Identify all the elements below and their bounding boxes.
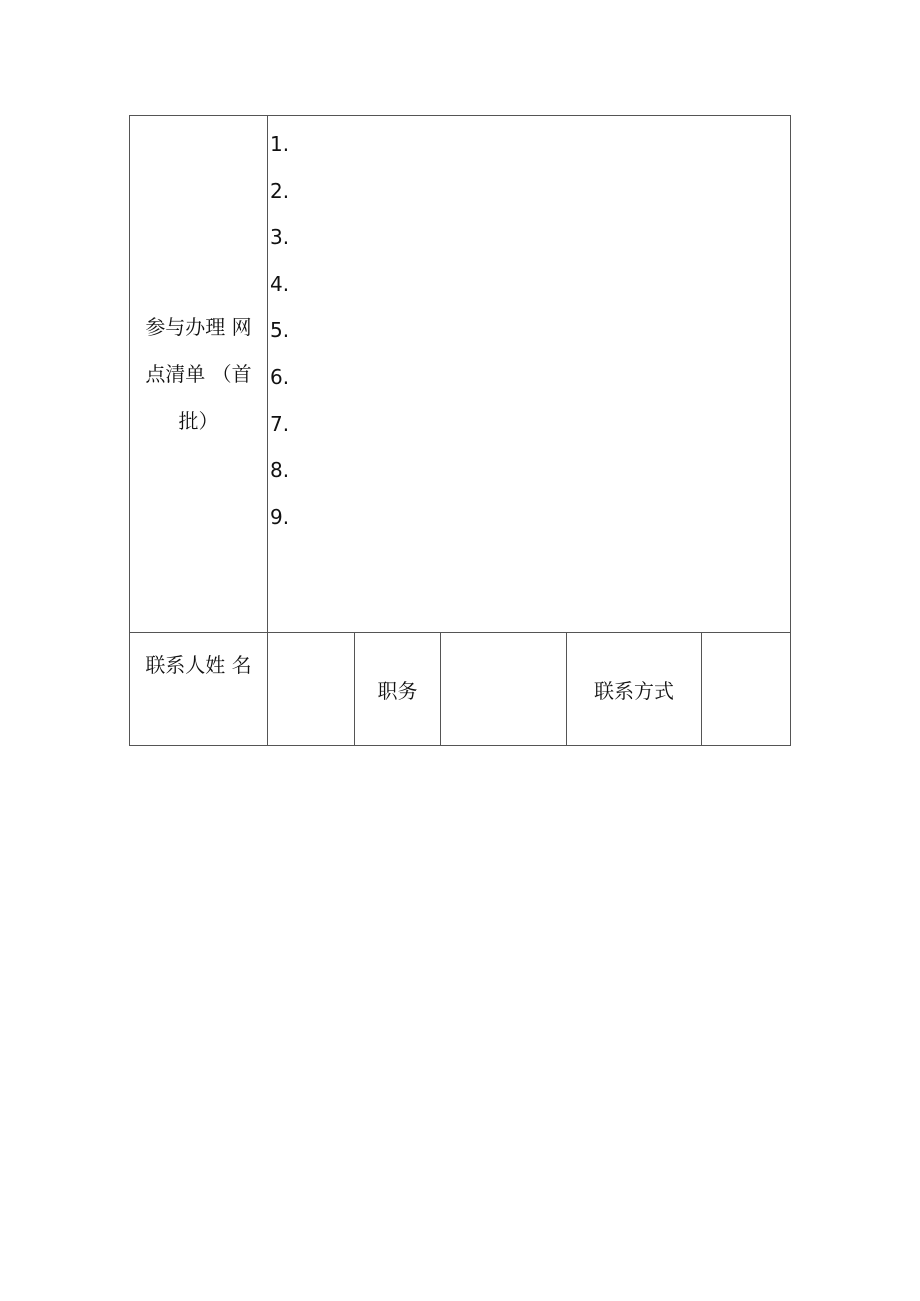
branch-list-item: 7. (270, 411, 290, 436)
branch-list-item: 2. (270, 178, 290, 203)
branch-list-label-line-3: 批） (178, 408, 219, 433)
branch-list-entries[interactable] (268, 116, 791, 633)
branch-list-item: 3. (270, 225, 290, 250)
branch-list-item: 8. (270, 458, 290, 483)
branch-list-item: 9. (270, 504, 290, 529)
contact-method-field[interactable] (702, 633, 791, 746)
branch-list-label-line-2: 点清单 （首 (145, 361, 252, 386)
position-field[interactable] (441, 633, 567, 746)
position-label: 职务 (355, 633, 441, 746)
branch-list-item: 4. (270, 271, 290, 296)
branch-list-label-line-1: 参与办理 网 (145, 314, 252, 339)
branch-list-row (130, 116, 791, 633)
registration-form-table (129, 115, 791, 746)
branch-list-item: 5. (270, 318, 290, 343)
contact-method-label: 联系方式 (567, 633, 702, 746)
contact-row (130, 633, 791, 746)
branch-list-item: 1. (270, 132, 290, 156)
contact-name-label: 联系人姓 名 (130, 633, 268, 746)
branch-list-label (130, 116, 268, 633)
contact-name-field[interactable] (268, 633, 355, 746)
branch-list-item: 6. (270, 364, 290, 389)
